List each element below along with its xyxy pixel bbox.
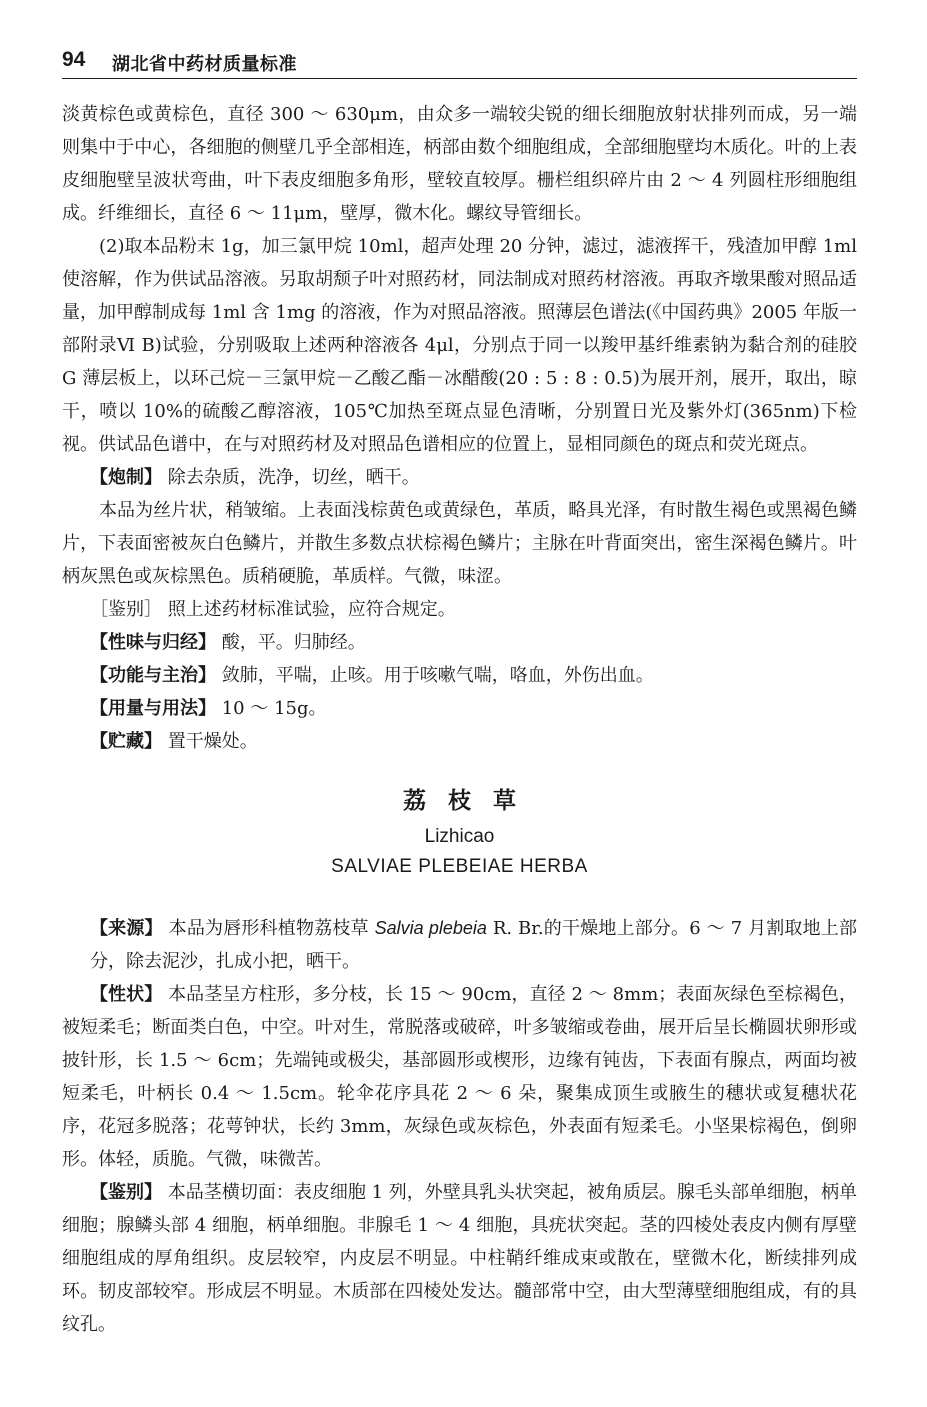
paragraph-processed-description: 本品为丝片状，稍皱缩。上表面浅棕黄色或黄绿色，革质，略具光泽，有时散生褐色或黑褐色鳞片，下表面密被灰白色鳞片，并散生多数点状棕褐色鳞片；主脉在叶背面突出，密生深褐色鳞片。叶柄灰黑色或灰棕黑色。质稍硬脆，革质样。气微，味涩。 bbox=[62, 500, 857, 587]
section-xingzhuang bbox=[62, 978, 857, 1176]
section-xingwei bbox=[62, 626, 857, 659]
section-label: 【炮制】 bbox=[90, 467, 162, 488]
page-header bbox=[62, 44, 857, 79]
section-paozhi bbox=[62, 461, 857, 494]
section-label: 【来源】 bbox=[90, 918, 163, 939]
paragraph-microscopy-continued: 淡黄棕色或黄棕色，直径 300 ～ 630μm，由众多一端较尖锐的细长细胞放射状排列而成，另一端则集中于中心，各细胞的侧壁几乎全部相连，柄部由数个细胞组成，全部细胞壁均木质化。叶的上表皮细胞壁呈波状弯曲，叶下表皮细胞多角形，壁较直较厚。栅栏组织碎片由 2 ～ 4 列圆柱形细胞组成。纤维细长，直径 6 ～ 11μm，壁厚，微木化。螺纹导管细长。 bbox=[62, 104, 857, 224]
section-text: 除去杂质，洗净，切丝，晒干。 bbox=[167, 467, 420, 488]
section-label: 【性味与归经】 bbox=[90, 632, 216, 653]
section-text: 酸，平。归肺经。 bbox=[221, 632, 366, 653]
section-text: 本品茎横切面：表皮细胞 1 列，外壁具乳头状突起，被角质层。腺毛头部单细胞，柄单细胞；腺鳞头部 4 细胞，柄单细胞。非腺毛 1 ～ 4 细胞，具疣状突起。茎的四棱处表皮内侧有厚壁细胞组成的厚角组织。皮层较窄，内皮层不明显。中柱鞘纤维成束或散在，壁微木化，断续排列成环。韧皮部较窄。形成层不明显。木质部在四棱处发达。髓部常中空，由大型薄壁细胞组成，有的具纹孔。 bbox=[62, 1182, 857, 1335]
section-text: 敛肺，平喘，止咳。用于咳嗽气喘，咯血，外伤出血。 bbox=[221, 665, 654, 686]
section-gongneng bbox=[62, 659, 857, 692]
section-label: 【用量与用法】 bbox=[90, 698, 216, 719]
herb-pinyin: Lizhicao bbox=[424, 826, 495, 847]
section-text: 本品为唇形科植物荔枝草 bbox=[168, 918, 375, 939]
section-jianbie-herb bbox=[62, 1176, 857, 1341]
section-text: 10 ～ 15g。 bbox=[221, 698, 327, 719]
section-yongliang bbox=[62, 692, 857, 725]
section-jianbie-processed bbox=[62, 593, 857, 626]
herb-title: 荔枝草 bbox=[403, 788, 538, 814]
page-number: 94 bbox=[62, 48, 86, 71]
section-text: 照上述药材标准试验，应符合规定。 bbox=[167, 599, 456, 620]
section-label: 【性状】 bbox=[90, 984, 163, 1005]
section-label: ［鉴别］ bbox=[90, 599, 162, 620]
section-text: R. Br.的干燥地上部分。6 ～ 7 月割取地上部分，除去泥沙，扎成小把，晒干。 bbox=[90, 918, 857, 972]
section-label: 【鉴别】 bbox=[90, 1182, 163, 1203]
section-zhucang bbox=[62, 725, 857, 758]
section-text: 置干燥处。 bbox=[167, 731, 258, 752]
herb-latin-name: SALVIAE PLEBEIAE HERBA bbox=[331, 856, 588, 877]
paragraph-tlc-identification: (2)取本品粉末 1g，加三氯甲烷 10ml，超声处理 20 分钟，滤过，滤液挥干，残渣加甲醇 1ml 使溶解，作为供试品溶液。另取胡颓子叶对照药材，同法制成对照药材溶液。再取齐墩果酸对照品适量，加甲醇制成每 1ml 含 1mg 的溶液，作为对照品溶液。照薄层色谱法(《中国药典》2005 年版一部附录Ⅵ B)试验，分别吸取上述两种溶液各 4μl，分别点于同一以羧甲基纤维素钠为黏合剂的硅胶 G 薄层板上，以环己烷－三氯甲烷－乙酸乙酯－冰醋酸(20 : 5 : 8 : 0.5)为展开剂，展开，取出，晾干，喷以 10%的硫酸乙醇溶液，105℃加热至斑点显色清晰，分别置日光及紫外灯(365nm)下检视。供试品色谱中，在与对照药材及对照品色谱相应的位置上，显相同颜色的斑点和荧光斑点。 bbox=[62, 236, 857, 455]
section-text: 本品茎呈方柱形，多分枝，长 15 ～ 90cm，直径 2 ～ 8mm；表面灰绿色至棕褐色，被短柔毛；断面类白色，中空。叶对生，常脱落或破碎，叶多皱缩或卷曲，展开后呈长椭圆状卵形或披针形，长 1.5 ～ 6cm；先端钝或极尖，基部圆形或楔形，边缘有钝齿，下表面有腺点，两面均被短柔毛，叶柄长 0.4 ～ 1.5cm。轮伞花序具花 2 ～ 6 朵，聚集成顶生或腋生的穗状或复穗状花序，花冠多脱落；花萼钟状，长约 3mm，灰绿色或灰棕色，外表面有短柔毛。小坚果棕褐色，倒卵形。体轻，质脆。气微，味微苦。 bbox=[62, 984, 857, 1170]
page-body bbox=[62, 98, 857, 1341]
species-name: Salvia plebeia bbox=[374, 918, 487, 938]
section-label: 【功能与主治】 bbox=[90, 665, 216, 686]
section-label: 【贮藏】 bbox=[90, 731, 162, 752]
section-laiyuan bbox=[62, 912, 857, 978]
book-title: 湖北省中药材质量标准 bbox=[112, 54, 297, 75]
